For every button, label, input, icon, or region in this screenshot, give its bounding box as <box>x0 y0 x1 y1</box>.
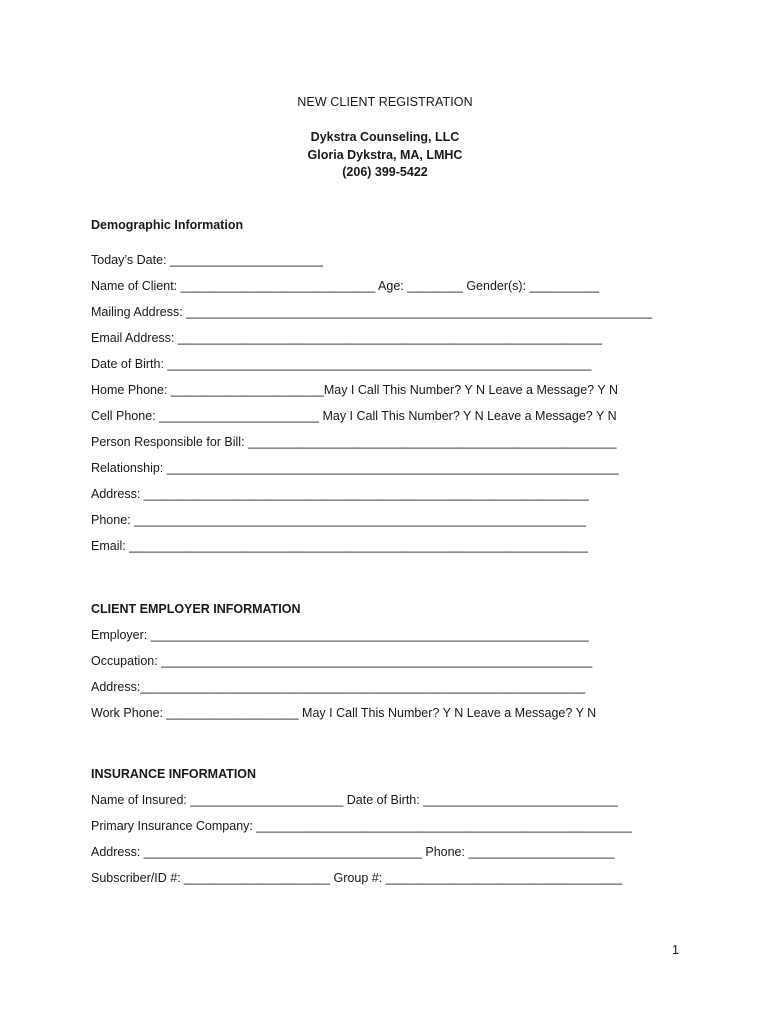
form-title: NEW CLIENT REGISTRATION <box>297 95 473 109</box>
demographic-heading: Demographic Information <box>91 218 244 232</box>
practice-name: Dykstra Counseling, LLC <box>310 130 460 144</box>
field-email-address[interactable]: Email Address: _____________________________________________________________ <box>91 331 602 345</box>
field-insurance-address-phone[interactable]: Address: ________________________________________ Phone: _____________________ <box>91 845 615 859</box>
insurance-heading: INSURANCE INFORMATION <box>91 767 257 781</box>
field-relationship[interactable]: Relationship: _________________________________________________________________ <box>91 461 619 475</box>
field-todays-date[interactable]: Today’s Date: ______________________ <box>91 253 323 267</box>
practice-header <box>0 129 770 182</box>
field-person-responsible[interactable]: Person Responsible for Bill: _____________________________________________________ <box>91 435 617 449</box>
field-cell-phone[interactable]: Cell Phone: _______________________ May I Call This Number? Y N Leave a Message? Y N <box>91 409 617 423</box>
employer-heading: CLIENT EMPLOYER INFORMATION <box>91 602 301 616</box>
field-responsible-email[interactable]: Email: __________________________________________________________________ <box>91 539 589 553</box>
practice-phone: (206) 399-5422 <box>342 165 428 179</box>
field-responsible-phone[interactable]: Phone: _________________________________________________________________ <box>91 513 586 527</box>
field-subscriber-group[interactable]: Subscriber/ID #: _____________________ Group #: __________________________________ <box>91 871 623 885</box>
page-number: 1 <box>672 943 679 957</box>
field-employer[interactable]: Employer: _______________________________________________________________ <box>91 628 589 642</box>
field-client-name-age-gender[interactable]: Name of Client: ____________________________ Age: ________ Gender(s): __________ <box>91 279 600 293</box>
field-date-of-birth[interactable]: Date of Birth: _____________________________________________________________ <box>91 357 592 371</box>
field-employer-address[interactable]: Address:________________________________________________________________ <box>91 680 586 694</box>
field-insurance-company[interactable]: Primary Insurance Company: ______________________________________________________ <box>91 819 632 833</box>
field-mailing-address[interactable]: Mailing Address: ___________________________________________________________________ <box>91 305 652 319</box>
field-work-phone[interactable]: Work Phone: ___________________ May I Call This Number? Y N Leave a Message? Y N <box>91 706 597 720</box>
field-home-phone[interactable]: Home Phone: ______________________May I Call This Number? Y N Leave a Message? Y N <box>91 383 618 397</box>
field-responsible-address[interactable]: Address: ________________________________________________________________ <box>91 487 589 501</box>
practitioner-name: Gloria Dykstra, MA, LMHC <box>307 147 463 162</box>
field-insured-name-dob[interactable]: Name of Insured: ______________________ Date of Birth: ____________________________ <box>91 793 618 807</box>
field-occupation[interactable]: Occupation: ______________________________________________________________ <box>91 654 593 668</box>
